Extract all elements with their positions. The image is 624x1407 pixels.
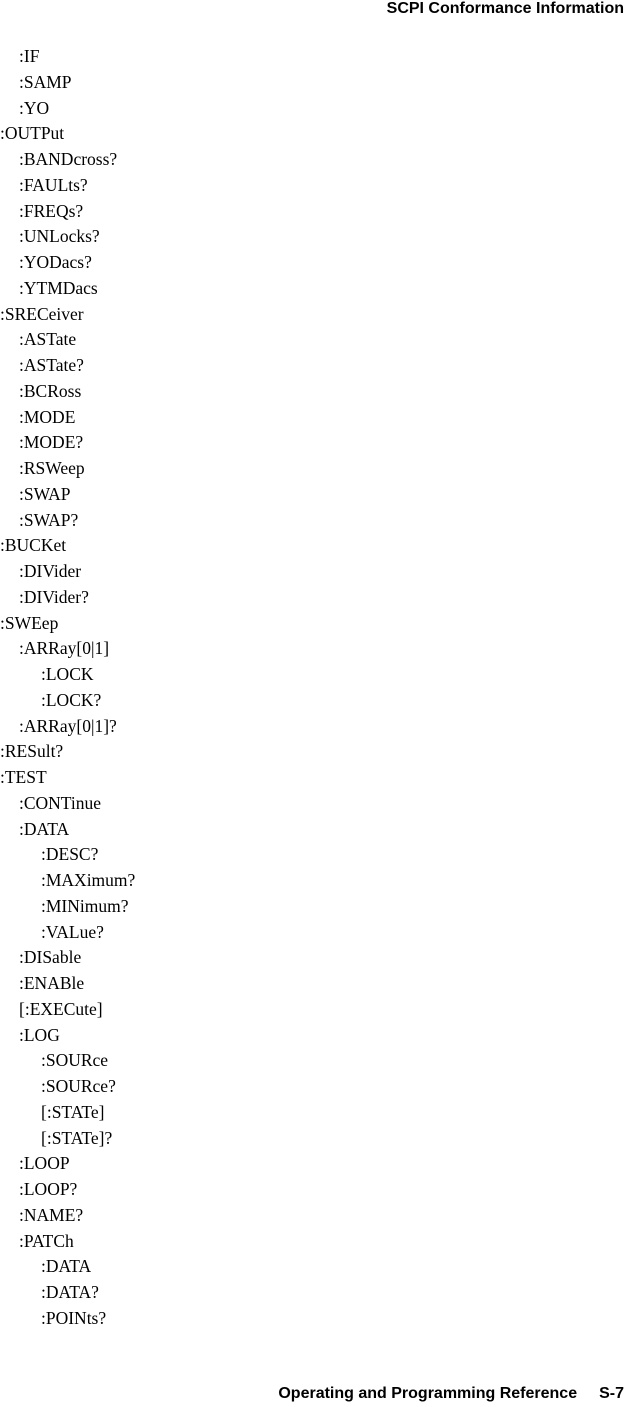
- footer-section-title: Operating and Programming Reference: [278, 1385, 578, 1402]
- command-line: :BANDcross?: [19, 149, 118, 169]
- command-line: :RSWeep: [19, 458, 85, 478]
- command-line: :LOCK?: [41, 689, 102, 710]
- command-line: :ARRay[0|1]: [19, 638, 110, 659]
- command-line: :SOURce?: [41, 1076, 116, 1096]
- command-line: :ARRay[0|1]?: [19, 715, 117, 736]
- command-line: :IF: [19, 46, 40, 66]
- command-line: :SWEep: [0, 612, 59, 633]
- command-line: :MINimum?: [41, 895, 129, 916]
- command-line: :MODE: [19, 406, 76, 427]
- command-line: :LOOP?: [19, 1179, 78, 1199]
- command-line: :YTMDacs: [19, 277, 98, 298]
- command-line: :DESC?: [41, 844, 99, 865]
- command-line: :DIVider?: [19, 586, 89, 607]
- command-line: :SAMP: [19, 71, 72, 92]
- page-number: S-7: [599, 1385, 624, 1402]
- command-line: :BUCKet: [0, 535, 67, 556]
- command-line: :DATA?: [41, 1282, 99, 1302]
- command-line: :YO: [19, 97, 50, 118]
- command-line: :TEST: [0, 767, 47, 787]
- command-line: :ENABle: [19, 973, 85, 993]
- command-line: [:EXECute]: [19, 998, 103, 1019]
- command-line: :LOOP: [19, 1153, 70, 1174]
- command-line: :UNLocks?: [19, 226, 100, 247]
- command-line: :LOCK: [41, 664, 94, 684]
- command-line: :ASTate: [19, 329, 77, 350]
- command-line: :FAULts?: [19, 174, 88, 195]
- command-line: :DATA: [19, 818, 70, 839]
- header-title: SCPI Conformance Information: [386, 0, 624, 17]
- command-line: :CONTinue: [19, 792, 102, 813]
- command-line: :NAME?: [19, 1204, 84, 1225]
- command-line: :YODacs?: [19, 252, 92, 272]
- command-line: :MAXimum?: [41, 870, 136, 890]
- command-line: :POINts?: [41, 1307, 107, 1328]
- command-line: :LOG: [19, 1024, 60, 1045]
- command-line: :SRECeiver: [0, 303, 84, 324]
- command-line: :FREQs?: [19, 200, 84, 221]
- command-line: :PATCh: [19, 1230, 74, 1251]
- command-line: [:STATe]: [41, 1101, 105, 1122]
- command-line: :BCRoss: [19, 380, 82, 401]
- command-line: :SOURce: [41, 1050, 109, 1071]
- page-footer: [278, 1385, 624, 1407]
- page-header: [387, 0, 624, 22]
- command-line: :DISable: [19, 947, 82, 968]
- command-line: :OUTPut: [0, 123, 65, 144]
- command-line: :ASTate?: [19, 355, 84, 375]
- command-line: :DIVider: [19, 561, 82, 581]
- command-line: :VALue?: [41, 921, 104, 942]
- command-line: :SWAP: [19, 483, 71, 504]
- command-line: :MODE?: [19, 432, 84, 453]
- command-line: :RESult?: [0, 741, 64, 762]
- command-line: :DATA: [41, 1256, 92, 1277]
- command-line: :SWAP?: [19, 509, 79, 530]
- command-tree: [0, 44, 135, 1332]
- command-line: [:STATe]?: [41, 1127, 113, 1148]
